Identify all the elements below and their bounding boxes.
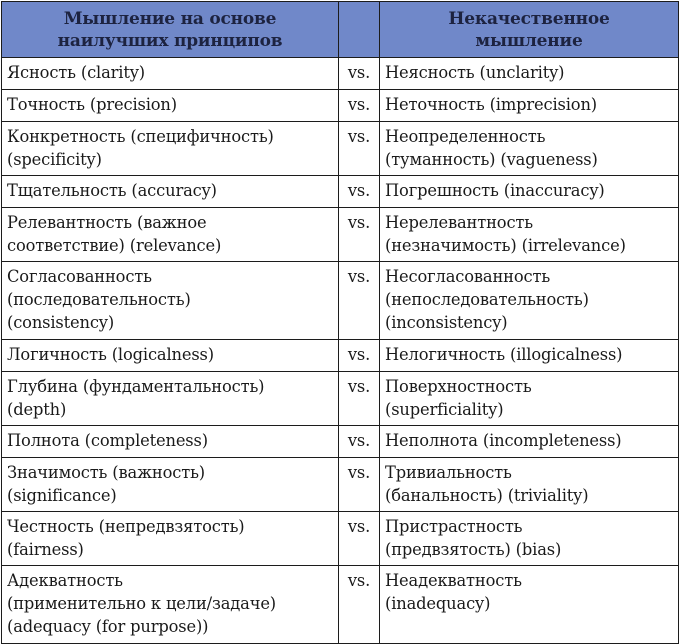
table-row [2,458,679,512]
table-row [2,176,679,208]
cell-text: Релевантность (важное [7,213,207,232]
table-row [2,58,679,90]
cell-text: (банальность) (triviality) [385,486,589,505]
vs-cell: vs. [339,372,380,426]
header-good-line-2: наилучших принципов [57,30,283,51]
cell-text: Точность (precision) [7,95,177,114]
poor-quality-cell [380,58,679,90]
cell-text: Неясность (unclarity) [385,63,565,82]
good-quality-cell [2,176,339,208]
table-row [2,372,679,426]
good-quality-cell [2,90,339,122]
cell-text: Полнота (completeness) [7,431,208,450]
cell-text: соответствие) (relevance) [7,236,222,255]
good-quality-cell [2,372,339,426]
poor-quality-cell [380,372,679,426]
cell-text: Логичность (logicalness) [7,345,214,364]
cell-text: Адекватность [7,571,123,590]
poor-quality-cell [380,340,679,372]
table-row [2,512,679,566]
good-quality-cell [2,340,339,372]
cell-text: Тщательность (accuracy) [7,181,217,200]
cell-text: (adequacy (for purpose)) [7,617,209,636]
poor-quality-cell [380,512,679,566]
table-row [2,262,679,340]
cell-text: Значимость (важность) [7,463,205,482]
good-quality-cell [2,566,339,644]
thinking-comparison-table [1,1,679,644]
cell-text: (применительно к цели/задаче) [7,594,277,613]
poor-quality-cell [380,122,679,176]
cell-text: (significance) [7,486,117,505]
cell-text: Поверхностность [385,377,532,396]
cell-text: (consistency) [7,313,115,332]
vs-cell: vs. [339,262,380,340]
cell-text: Глубина (фундаментальность) [7,377,265,396]
header-good-line-1: Мышление на основе [63,8,277,29]
vs-cell: vs. [339,512,380,566]
cell-text: Неопределенность [385,127,546,146]
cell-text: (туманность) (vagueness) [385,150,598,169]
header-poor-line-2: мышление [475,30,583,51]
vs-cell: vs. [339,458,380,512]
table-row [2,122,679,176]
cell-text: Ясность (clarity) [7,63,146,82]
poor-quality-cell [380,176,679,208]
vs-cell: vs. [339,208,380,262]
cell-text: Нелогичность (illogicalness) [385,345,623,364]
vs-cell: vs. [339,566,380,644]
good-quality-cell [2,122,339,176]
table-row [2,340,679,372]
poor-quality-cell [380,90,679,122]
cell-text: Неполнота (incompleteness) [385,431,622,450]
poor-quality-cell [380,262,679,340]
vs-cell: vs. [339,122,380,176]
cell-text: Несогласованность [385,267,551,286]
good-quality-cell [2,512,339,566]
cell-text: (inadequacy) [385,594,491,613]
cell-text: (последовательность) [7,290,191,309]
poor-quality-cell [380,426,679,458]
cell-text: (depth) [7,400,67,419]
good-quality-cell [2,208,339,262]
vs-cell: vs. [339,58,380,90]
poor-quality-cell [380,208,679,262]
cell-text: Нерелевантность [385,213,533,232]
cell-text: (незначимость) (irrelevance) [385,236,626,255]
cell-text: (inconsistency) [385,313,508,332]
poor-quality-cell [380,458,679,512]
cell-text: (fairness) [7,540,84,559]
cell-text: Неточность (imprecision) [385,95,597,114]
cell-text: Конкретность (специфичность) [7,127,274,146]
cell-text: (superficiality) [385,400,504,419]
header-poor-thinking [380,2,679,58]
header-separator [339,2,380,58]
table-row [2,426,679,458]
cell-text: Согласованность [7,267,152,286]
vs-cell: vs. [339,90,380,122]
cell-text: Неадекватность [385,571,522,590]
table-row [2,90,679,122]
good-quality-cell [2,58,339,90]
cell-text: Честность (непредвзятость) [7,517,245,536]
cell-text: (непоследовательность) [385,290,589,309]
vs-cell: vs. [339,176,380,208]
good-quality-cell [2,458,339,512]
cell-text: Погрешность (inaccuracy) [385,181,605,200]
table-row [2,566,679,644]
vs-cell: vs. [339,340,380,372]
header-poor-line-1: Некачественное [448,8,610,29]
cell-text: (предвзятость) (bias) [385,540,562,559]
header-row [2,2,679,58]
header-good-thinking [2,2,339,58]
cell-text: Пристрастность [385,517,523,536]
good-quality-cell [2,426,339,458]
vs-cell: vs. [339,426,380,458]
table-row [2,208,679,262]
cell-text: Тривиальность [385,463,512,482]
cell-text: (specificity) [7,150,102,169]
poor-quality-cell [380,566,679,644]
good-quality-cell [2,262,339,340]
